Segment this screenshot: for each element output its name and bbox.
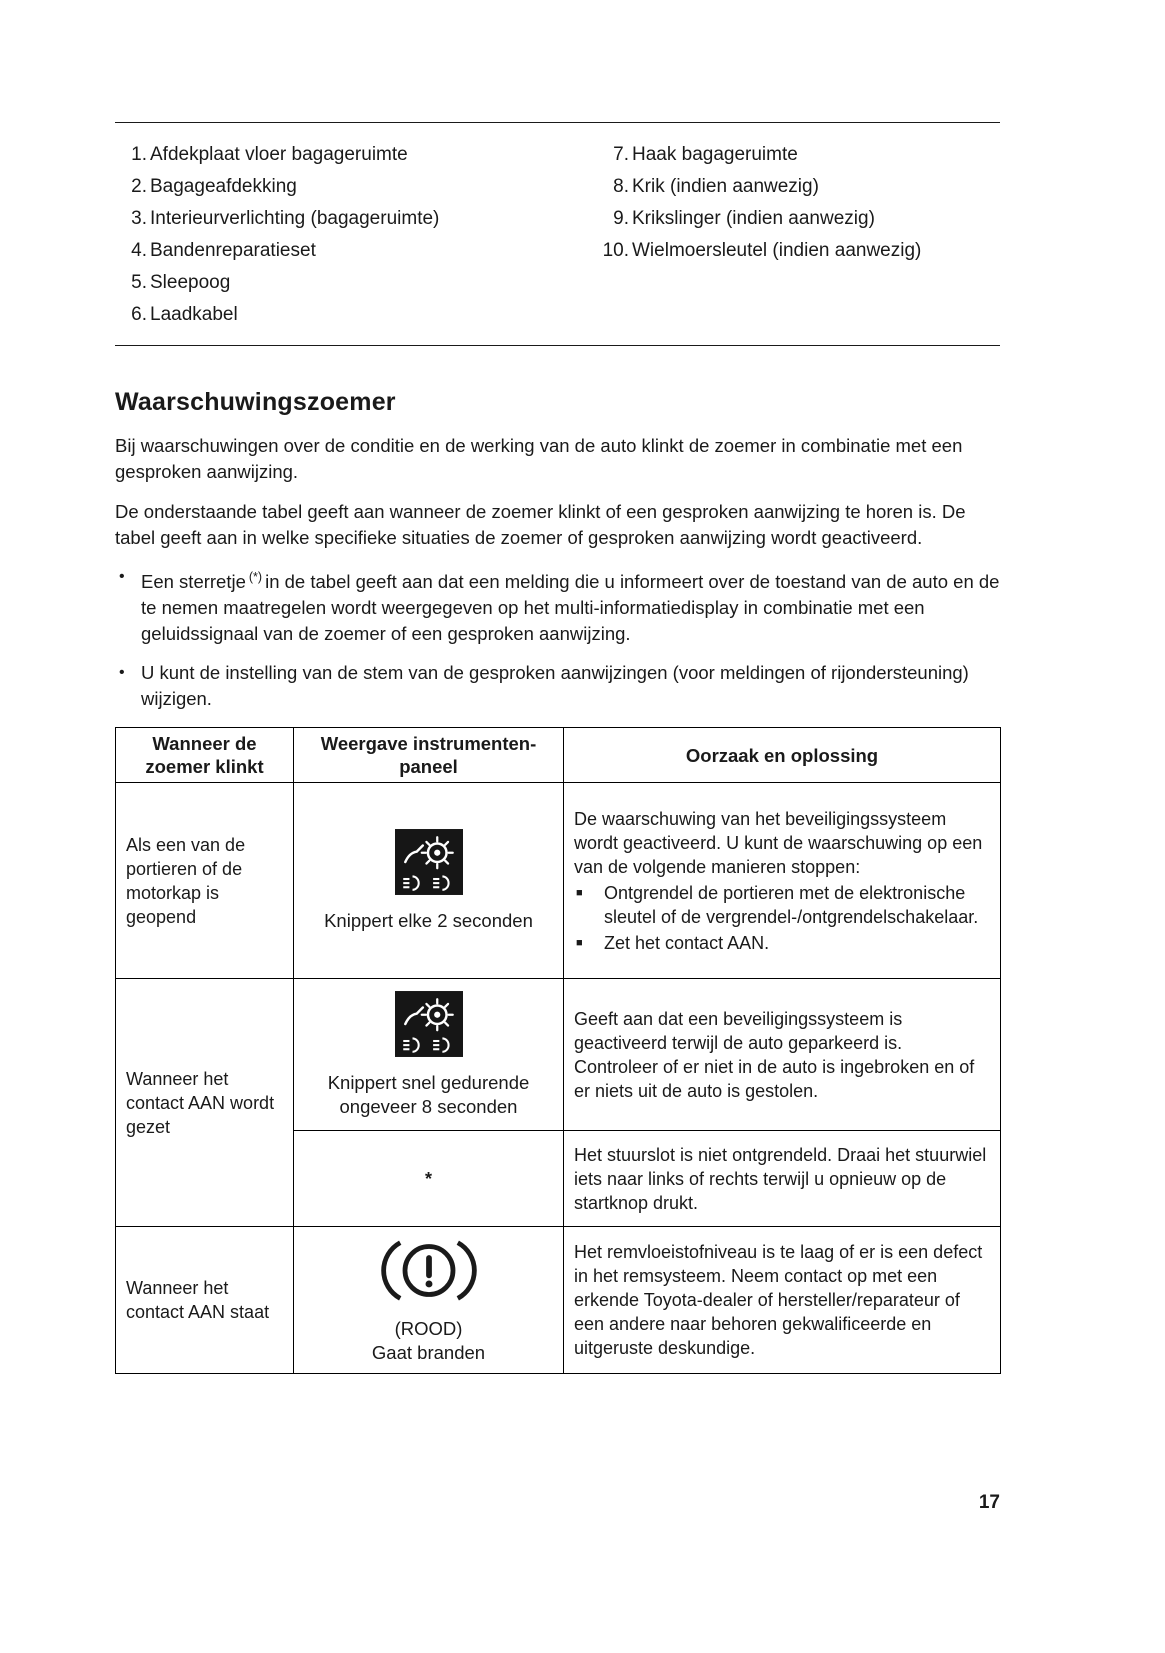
brake-warning-icon — [381, 1235, 477, 1307]
bullet-text: Een sterretje (*) in de tabel geeft aan dat een melding die u informeert over de toestand van de auto en de te nemen maatregelen wordt weergegeven op het multi-informatiedisplay in combinatie met een geluidssignaal van de zoemer of een gesproken aanwijzing. — [141, 570, 1000, 645]
list-item — [593, 171, 1000, 203]
asterisk-superscript: (*) — [248, 570, 263, 584]
bullet-marker: • — [119, 664, 125, 682]
list-item-label: Afdekplaat vloer bagageruimte — [150, 144, 408, 165]
warning-buzzer-table — [115, 727, 1001, 1374]
list-item-number: 1. — [131, 144, 147, 165]
list-item — [125, 299, 593, 331]
list-item-number: 3. — [131, 208, 147, 229]
cause-intro: De waarschuwing van het beveiligingssysteem wordt geactiveerd. U kunt de waarschuwing op een van de volgende manieren stoppen: — [574, 808, 983, 877]
list-item-label: Bagageafdekking — [150, 176, 297, 197]
display-cell — [294, 1227, 564, 1374]
table-header-row — [116, 728, 1001, 783]
cause-cell: Het stuurslot is niet ontgrendeld. Draai het stuurwiel iets naar links of rechts terwijl u opnieuw op de startknop drukt. — [564, 1131, 1001, 1227]
parts-list-left-column — [125, 139, 593, 331]
parts-list — [115, 123, 1000, 345]
header-when-buzzer: Wanneer de zoemer klinkt — [116, 728, 294, 783]
list-item — [125, 235, 593, 267]
table-row — [116, 979, 1001, 1131]
list-item — [593, 235, 1000, 267]
list-item — [125, 267, 593, 299]
display-caption: Knippert elke 2 seconden — [324, 909, 533, 931]
list-item-label: Interieurverlichting (bagageruimte) — [150, 208, 440, 229]
page-number: 17 — [978, 1492, 1000, 1513]
header-cause-solution: Oorzaak en oplossing — [564, 728, 1001, 783]
display-cell — [294, 783, 564, 979]
list-item — [125, 203, 593, 235]
bullet-marker: • — [119, 568, 125, 585]
bullet-item-asterisk-note — [115, 564, 1000, 647]
when-cell: Wanneer het contact AAN staat — [116, 1227, 294, 1374]
list-item-number: 2. — [131, 176, 147, 197]
list-item-label: Bandenreparatieset — [150, 240, 316, 261]
section-title: Waarschuwingszoemer — [115, 388, 396, 416]
cause-bullet-item: ■ Zet het contact AAN. — [576, 932, 770, 953]
cause-cell — [564, 783, 1001, 979]
list-item-number: 9. — [613, 208, 629, 229]
list-item-number: 4. — [131, 240, 147, 261]
list-item-number: 6. — [131, 304, 147, 325]
display-cell — [294, 979, 564, 1131]
intro-paragraph-1: Bij waarschuwingen over de conditie en de werking van de auto klinkt de zoemer in combinatie met een gesproken aanwijzing. — [115, 435, 963, 482]
when-cell: Wanneer het contact AAN wordt gezet — [116, 979, 294, 1227]
list-item-label: Wielmoersleutel (indien aanwezig) — [632, 240, 922, 261]
display-caption: Knippert snel gedurende ongeveer 8 seconden — [327, 1071, 530, 1117]
table-row — [116, 783, 1001, 979]
square-bullet-marker: ■ — [576, 936, 583, 949]
list-item-number: 5. — [131, 272, 147, 293]
list-item-label: Haak bagageruimte — [632, 144, 798, 165]
list-item — [593, 139, 1000, 171]
list-bottom-divider — [115, 345, 1000, 346]
square-bullet-marker: ■ — [576, 886, 583, 899]
list-item-number: 10. — [602, 240, 629, 261]
list-item-label: Krik (indien aanwezig) — [632, 176, 819, 197]
list-item — [593, 203, 1000, 235]
intro-paragraph-2: De onderstaande tabel geeft aan wanneer de zoemer klinkt of een gesproken aanwijzing te horen is. De tabel geeft aan in welke specifieke situaties de zoemer of gesproken aanwijzing wordt geactiveerd. — [115, 501, 966, 548]
security-indicator-icon — [395, 829, 463, 895]
list-item — [125, 139, 593, 171]
cause-bullet-item: ■ Ontgrendel de portieren met de elektronische sleutel of de vergrendel-/ontgrendelschakelaar. — [576, 882, 979, 927]
list-item-label: Krikslinger (indien aanwezig) — [632, 208, 875, 229]
list-item-label: Laadkabel — [150, 304, 238, 325]
page-content — [115, 0, 1000, 1374]
display-caption-color: (ROOD) — [394, 1318, 463, 1340]
bullet-item-voice-setting — [115, 660, 1000, 712]
list-item-number: 7. — [613, 144, 629, 165]
list-item — [125, 171, 593, 203]
list-item-label: Sleepoog — [150, 272, 231, 293]
display-cell-asterisk: * — [294, 1131, 564, 1227]
display-caption-state: Gaat branden — [371, 1342, 486, 1364]
when-cell: Als een van de portieren of de motorkap is geopend — [116, 783, 294, 979]
table-row — [116, 1227, 1001, 1374]
cause-cell: Geeft aan dat een beveiligingssysteem is geactiveerd terwijl de auto geparkeerd is. Controleer of er niet in de auto is ingebroken en of er niets uit de auto is gestolen. — [564, 979, 1001, 1131]
bullet-text: U kunt de instelling van de stem van de gesproken aanwijzingen (voor meldingen of rijondersteuning) wijzigen. — [141, 662, 969, 710]
security-indicator-icon — [395, 991, 463, 1057]
header-instrument-panel-display: Weergave instrumenten-paneel — [294, 728, 564, 783]
parts-list-right-column — [593, 139, 1000, 331]
cause-bullet-list — [574, 881, 990, 955]
cause-cell: Het remvloeistofniveau is te laag of er is een defect in het remsysteem. Neem contact op met een erkende Toyota-dealer of hersteller/reparateur of een andere naar behoren gekwalificeerde en uitgeruste deskundige. — [564, 1227, 1001, 1374]
list-item-number: 8. — [613, 176, 629, 197]
